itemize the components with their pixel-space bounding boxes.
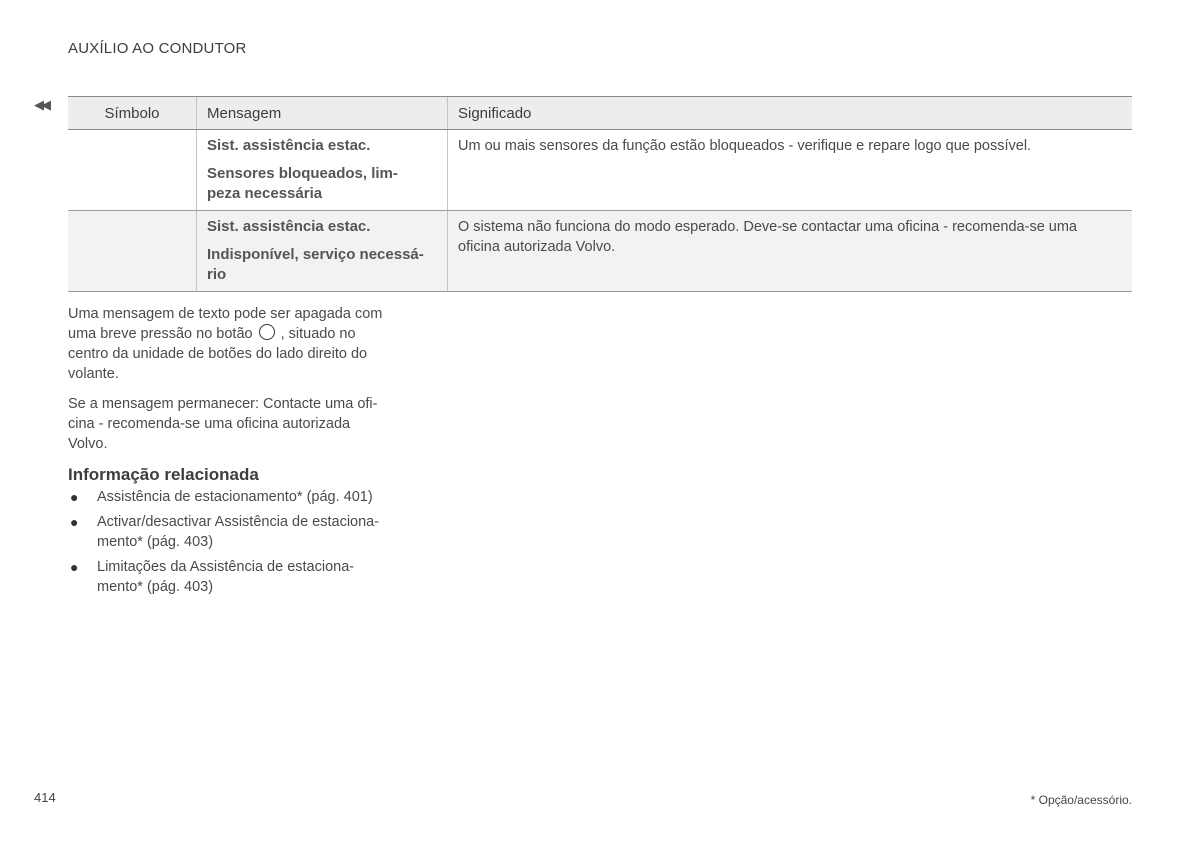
- instruction-text-start: Uma mensagem de texto pode ser apagada com uma breve pressão no botão: [68, 306, 383, 342]
- related-link[interactable]: Assistência de estacionamento* (pág. 401): [97, 489, 373, 505]
- symbol-cell: [68, 211, 197, 292]
- continued-arrow-icon: ◀◀: [34, 97, 48, 112]
- related-link[interactable]: Activar/desactivar Assistência de estaciona- mento* (pág. 403): [97, 514, 380, 550]
- footnote: * Opção/acessório.: [1030, 793, 1132, 807]
- related-link[interactable]: Limitações da Assistência de estaciona- mento* (pág. 403): [97, 559, 355, 595]
- column-header-symbol: Símbolo: [68, 97, 197, 130]
- message-title: Sist. assistência estac.: [207, 218, 371, 235]
- message-table: [68, 96, 1132, 292]
- message-subtitle: Sensores bloqueados, lim- peza necessária: [207, 165, 398, 202]
- message-cell: [197, 211, 448, 292]
- page-header-title: AUXÍLIO AO CONDUTOR: [68, 40, 247, 57]
- meaning-cell: O sistema não funciona do modo esperado. Deve-se contactar uma oficina - recomenda-se uma oficina autorizada Volvo.: [448, 211, 1133, 292]
- list-item[interactable]: [68, 487, 398, 507]
- message-cell: [197, 130, 448, 211]
- column-header-meaning: Significado: [448, 97, 1133, 130]
- list-item[interactable]: [68, 557, 398, 597]
- message-subtitle: Indisponível, serviço necessá- rio: [207, 246, 424, 283]
- related-info-heading: Informação relacionada: [68, 465, 259, 484]
- table-header-row: [68, 97, 1132, 130]
- symbol-cell: [68, 130, 197, 211]
- page-number: 414: [34, 790, 56, 805]
- list-item[interactable]: [68, 512, 398, 552]
- column-header-message: Mensagem: [197, 97, 448, 130]
- bullet-icon: ●: [70, 559, 79, 575]
- meaning-cell: Um ou mais sensores da função estão bloqueados - verifique e repare logo que possível.: [448, 130, 1133, 211]
- bullet-icon: ●: [70, 514, 79, 530]
- contact-workshop-paragraph: Se a mensagem permanecer: Contacte uma ofi- cina - recomenda-se uma oficina autorizada Volvo.: [68, 396, 378, 452]
- table-row: [68, 130, 1132, 211]
- instruction-paragraph: [68, 304, 398, 384]
- related-info-list: [68, 487, 398, 602]
- bullet-icon: ●: [70, 489, 79, 505]
- message-title: Sist. assistência estac.: [207, 137, 371, 154]
- instruction-text-end: , situado no centro da unidade de botões do lado direito do volante.: [68, 326, 368, 382]
- table-row: [68, 211, 1132, 292]
- round-button-icon: [259, 324, 275, 340]
